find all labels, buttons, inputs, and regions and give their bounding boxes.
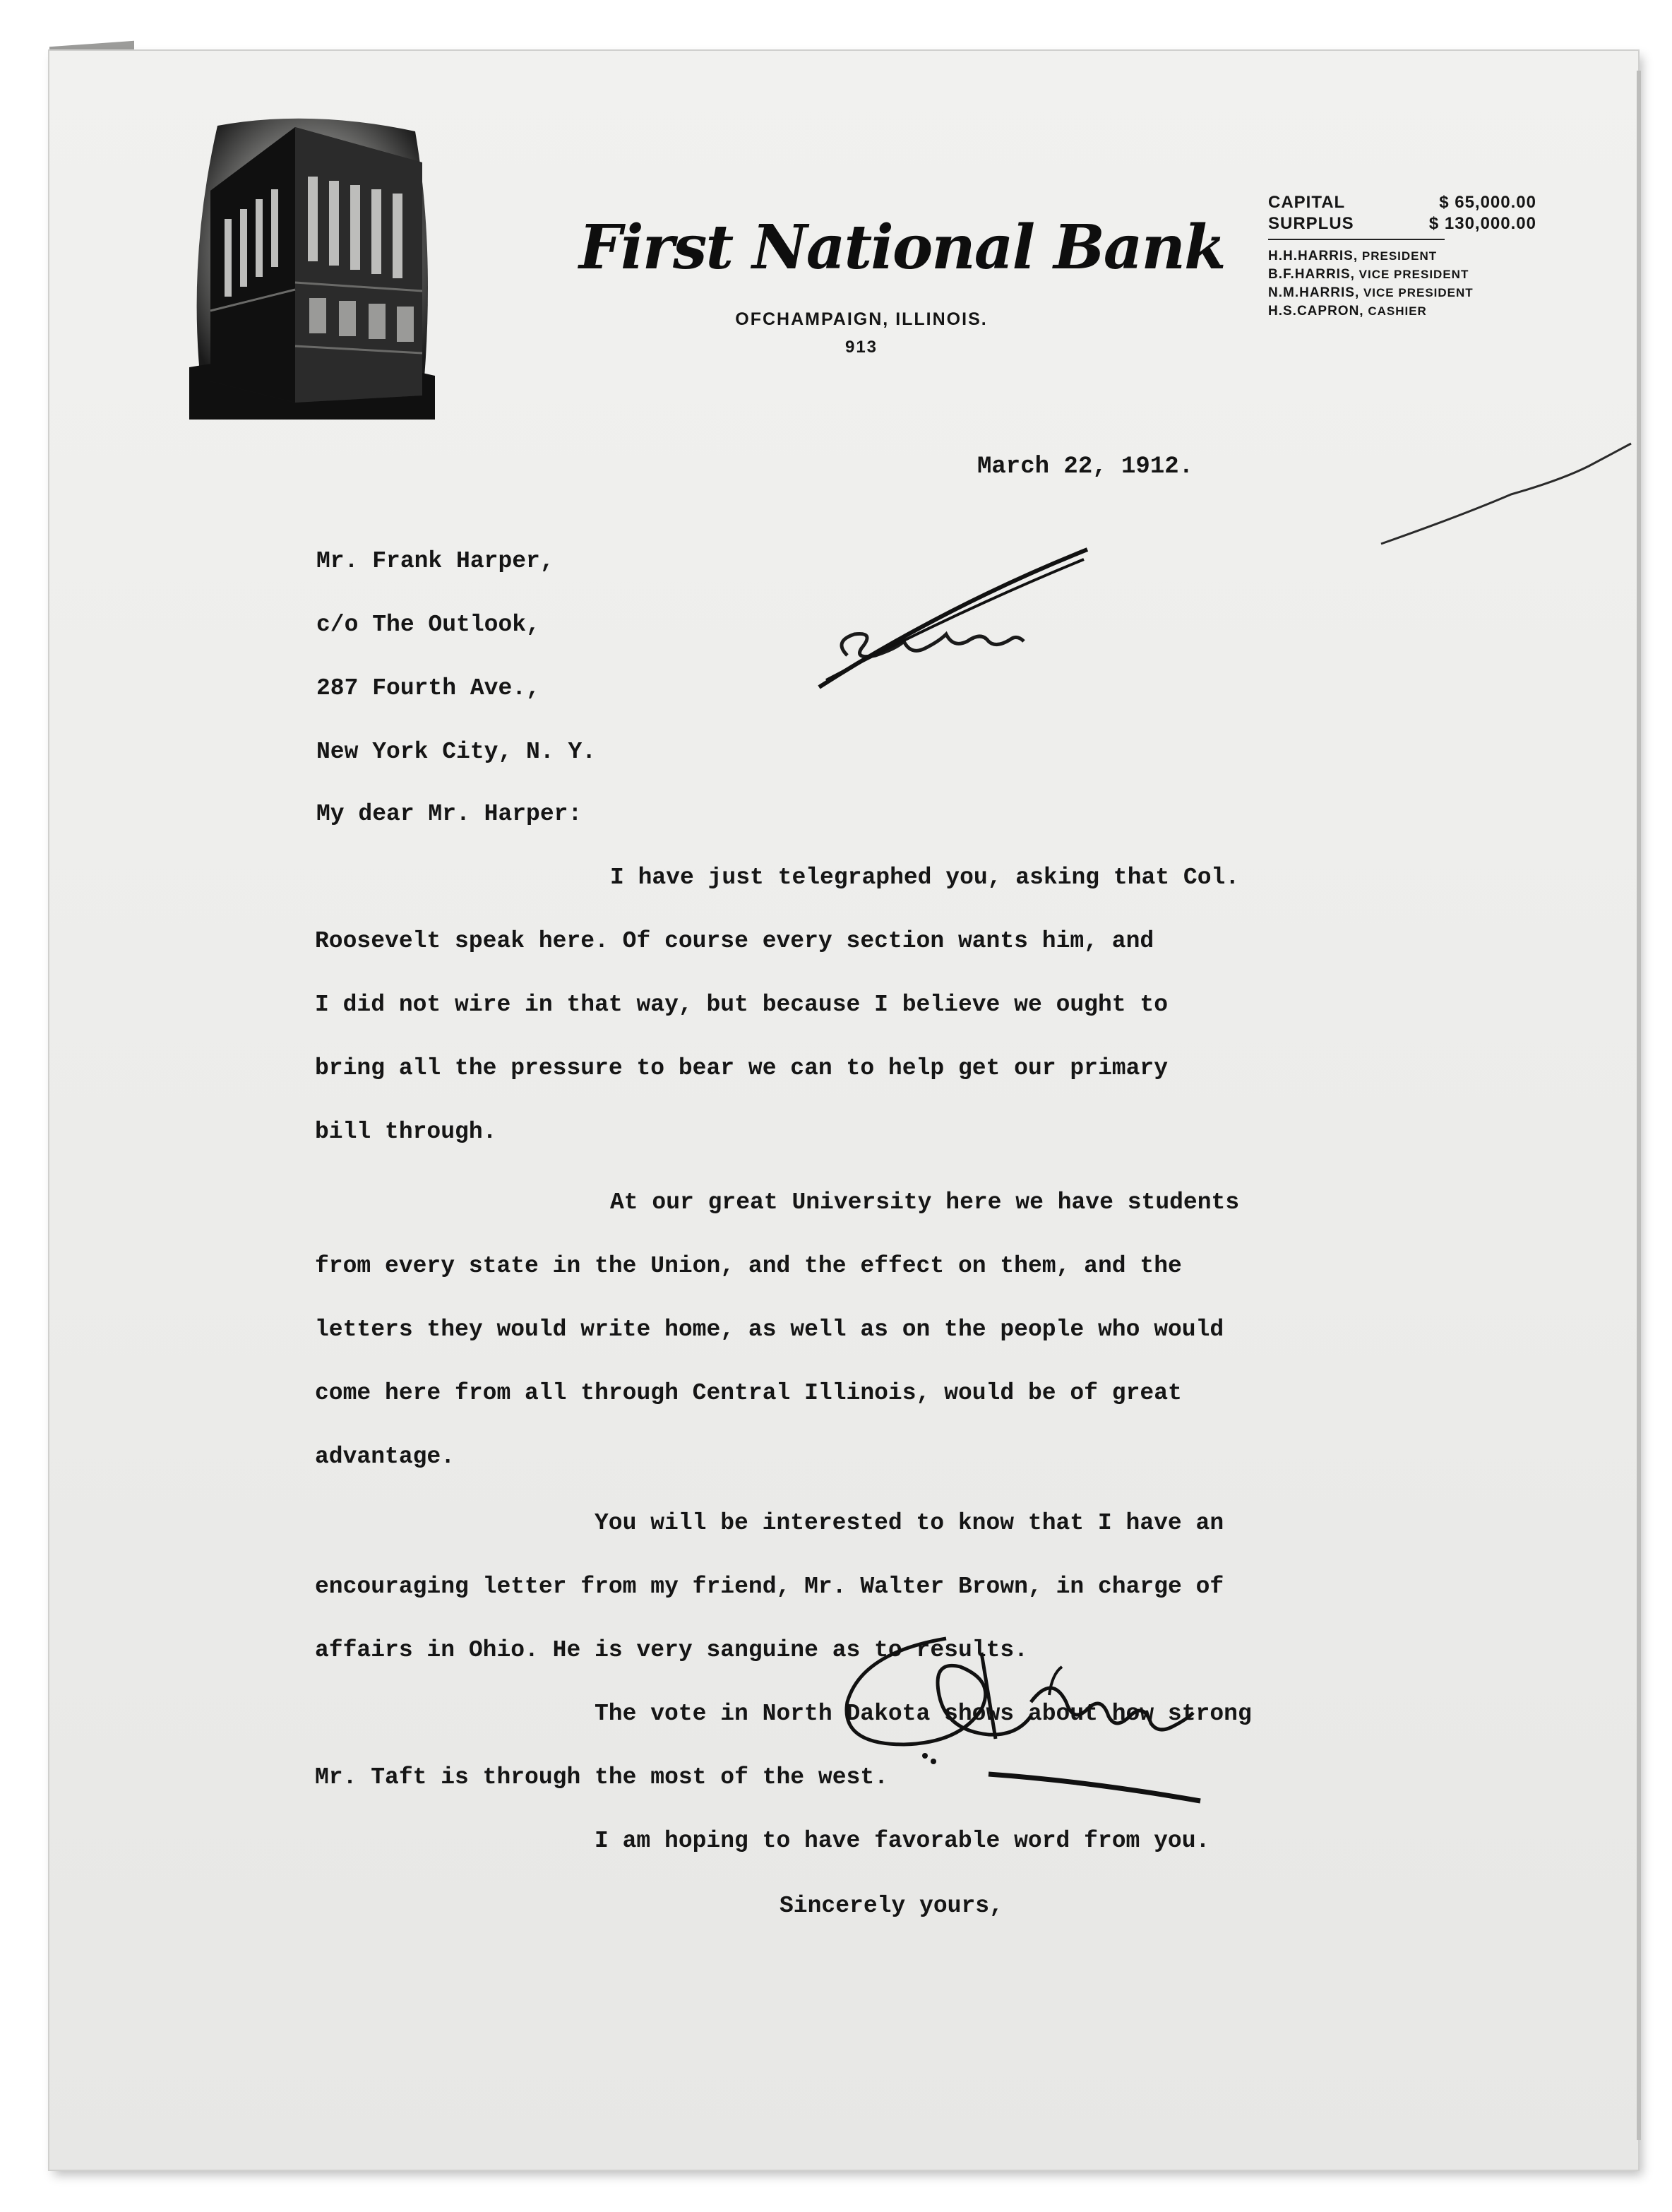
address-line: Mr. Frank Harper, <box>316 548 554 574</box>
body-line: Roosevelt speak here. Of course every section wants him, and <box>315 928 1154 954</box>
body-line: I have just telegraphed you, asking that Col. <box>610 864 1240 891</box>
capital-label: CAPITAL <box>1268 193 1346 212</box>
body-line: letters they would write home, as well as on the people who would <box>315 1316 1224 1343</box>
address-line: c/o The Outlook, <box>316 612 540 638</box>
address-line: 287 Fourth Ave., <box>316 675 540 701</box>
body-line: You will be interested to know that I have an <box>595 1510 1224 1536</box>
bank-name: First National Bank <box>579 212 1225 283</box>
handwritten-signature <box>819 1589 1243 1843</box>
body-line: from every state in the Union, and the effect on them, and the <box>315 1253 1182 1279</box>
closing: Sincerely yours, <box>780 1893 1003 1919</box>
officer-line: H.S.CAPRON, CASHIER <box>1268 304 1427 319</box>
bank-number: 913 <box>844 338 878 357</box>
officer-line: B.F.HARRIS, VICE PRESIDENT <box>1268 267 1469 282</box>
letter-date: March 22, 1912. <box>977 453 1194 480</box>
body-line: The vote in North Dakota shows about how strong <box>595 1701 1252 1727</box>
salutation: My dear Mr. Harper: <box>316 801 583 827</box>
officer-line: H.H.HARRIS, PRESIDENT <box>1268 249 1438 263</box>
body-line: come here from all through Central Illinois, would be of great <box>315 1380 1182 1406</box>
body-line: bill through. <box>315 1119 497 1145</box>
body-line: Mr. Taft is through the most of the west. <box>315 1764 888 1790</box>
body-line: encouraging letter from my friend, Mr. Walter Brown, in charge of <box>315 1574 1224 1600</box>
surplus-label: SURPLUS <box>1268 214 1354 233</box>
bank-finances <box>1268 192 1536 321</box>
officer-line: N.M.HARRIS, VICE PRESIDENT <box>1268 285 1474 300</box>
body-line: I am hoping to have favorable word from you. <box>595 1828 1210 1854</box>
stray-pen-line <box>1377 438 1645 558</box>
bank-city: OFCHAMPAIGN, ILLINOIS. <box>735 309 988 329</box>
body-line: At our great University here we have students <box>610 1189 1240 1215</box>
address-line: New York City, N. Y. <box>316 739 597 765</box>
body-line: bring all the pressure to bear we can to help get our primary <box>315 1055 1168 1081</box>
finance-divider <box>1268 239 1445 240</box>
surplus-value: $ 130,000.00 <box>1428 214 1536 233</box>
crossed-out-handwriting <box>805 535 1101 698</box>
body-line: I did not wire in that way, but because I believe we ought to <box>315 992 1168 1018</box>
body-line: advantage. <box>315 1444 455 1470</box>
surplus-row <box>1268 213 1536 234</box>
capital-row <box>1268 192 1536 213</box>
capital-value: $ 65,000.00 <box>1439 193 1536 212</box>
body-line: affairs in Ohio. He is very sanguine as to results. <box>315 1637 1028 1663</box>
paper-edge <box>1637 71 1641 2140</box>
bank-building-engraving <box>189 113 435 420</box>
